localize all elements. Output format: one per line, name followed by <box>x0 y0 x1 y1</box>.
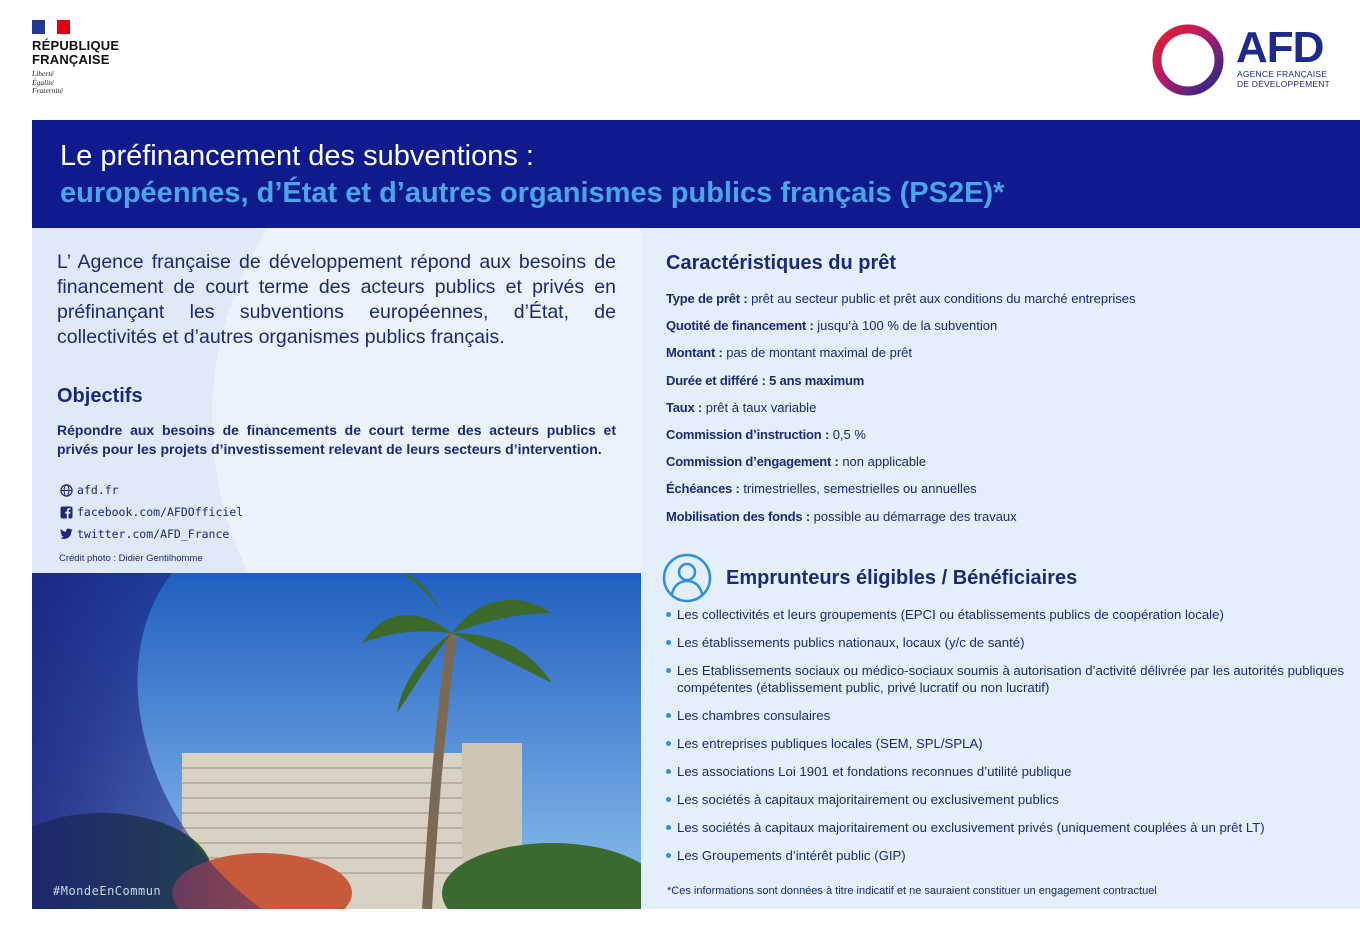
list-item: Les Groupements d’intérêt public (GIP) <box>665 847 1345 864</box>
characteristic-row: Quotité de financement : jusqu’à 100 % de la subvention <box>666 318 998 334</box>
list-item: Les sociétés à capitaux majoritairement ou exclusivement publics <box>665 791 1345 808</box>
characteristics-heading: Caractéristiques du prêt <box>666 252 897 274</box>
characteristic-row: Commission d’engagement : non applicable <box>666 454 927 470</box>
right-panel <box>641 228 1360 909</box>
facebook-link[interactable] <box>59 501 243 523</box>
beneficiaries-list <box>665 606 1345 875</box>
list-item: Les établissements publics nationaux, locaux (y/c de santé) <box>665 634 1345 651</box>
list-item: Les sociétés à capitaux majoritairement ou exclusivement privés (uniquement couplées à un prêt LT) <box>665 819 1345 836</box>
characteristic-row: Mobilisation des fonds : possible au démarrage des travaux <box>666 508 1017 524</box>
facebook-icon <box>59 505 73 519</box>
republique-francaise-logo <box>32 20 142 96</box>
photo-credit: Crédit photo : Didier Gentilhomme <box>59 553 203 564</box>
user-icon <box>661 552 713 609</box>
list-item: Les collectivités et leurs groupements (EPCI ou établissements publics de coopération locale) <box>665 606 1345 623</box>
characteristic-row: Type de prêt : prêt au secteur public et prêt aux conditions du marché entreprises <box>666 291 1136 306</box>
twitter-label: twitter.com/AFD_France <box>77 527 230 541</box>
left-panel <box>32 228 641 573</box>
characteristics-list <box>666 291 1356 536</box>
afd-subtitle: AGENCE FRANÇAISE DE DÉVELOPPEMENT <box>1237 69 1330 89</box>
disclaimer-footnote: *Ces informations sont données à titre indicatif et ne sauraient constituer un engagement contractuel <box>667 885 1157 897</box>
characteristic-row: Durée et différé : 5 ans maximum <box>666 372 865 388</box>
republique-motto: Liberté Égalité Fraternité <box>32 69 63 95</box>
intro-text: L’ Agence française de développement répond aux besoins de financement de court terme des acteurs publics et privés en préfinançant les subventions européennes, d’État, de collectivités et d’autres organismes publics français. <box>57 251 616 348</box>
objectives-heading: Objectifs <box>57 385 143 407</box>
afd-ring-icon <box>1150 22 1230 98</box>
list-item: Les entreprises publiques locales (SEM, SPL/SPLA) <box>665 735 1345 752</box>
objectives-text: Répondre aux besoins de financements de court terme des acteurs publics et privés pour les projets d’investissement relevant de leurs secteurs d’intervention. <box>57 422 616 457</box>
hashtag: #MondeEnCommun <box>53 884 162 898</box>
characteristic-row: Échéances : trimestrielles, semestrielles ou annuelles <box>666 481 977 497</box>
page-title: Le préfinancement des subventions : <box>60 140 534 172</box>
characteristic-row: Montant : pas de montant maximal de prêt <box>666 345 913 361</box>
building-photo <box>32 573 641 909</box>
list-item: Les associations Loi 1901 et fondations reconnues d’utilité publique <box>665 763 1345 780</box>
beneficiaries-heading: Emprunteurs éligibles / Bénéficiaires <box>726 567 1078 589</box>
website-label: afd.fr <box>77 483 119 497</box>
afd-logo <box>1150 22 1335 98</box>
french-flag-icon <box>32 20 70 34</box>
globe-icon <box>59 483 73 497</box>
title-band <box>32 120 1360 228</box>
afd-wordmark: AFD <box>1236 23 1324 72</box>
facebook-label: facebook.com/AFDOfficiel <box>77 505 244 519</box>
list-item: Les chambres consulaires <box>665 707 1345 724</box>
republique-name: RÉPUBLIQUE FRANÇAISE <box>32 38 120 67</box>
social-links <box>59 479 243 545</box>
list-item: Les Etablissements sociaux ou médico-sociaux soumis à autorisation d’activité délivrée par les autorités publiques compétentes (établissement public, privé lucratif ou non lucratif) <box>665 662 1345 696</box>
page-subtitle: européennes, d’État et d’autres organismes publics français (PS2E)* <box>60 177 1005 209</box>
twitter-link[interactable] <box>59 523 243 545</box>
characteristic-row: Taux : prêt à taux variable <box>666 399 817 415</box>
twitter-icon <box>59 527 73 541</box>
characteristic-row: Commission d’instruction : 0,5 % <box>666 426 866 442</box>
website-link[interactable] <box>59 479 243 501</box>
